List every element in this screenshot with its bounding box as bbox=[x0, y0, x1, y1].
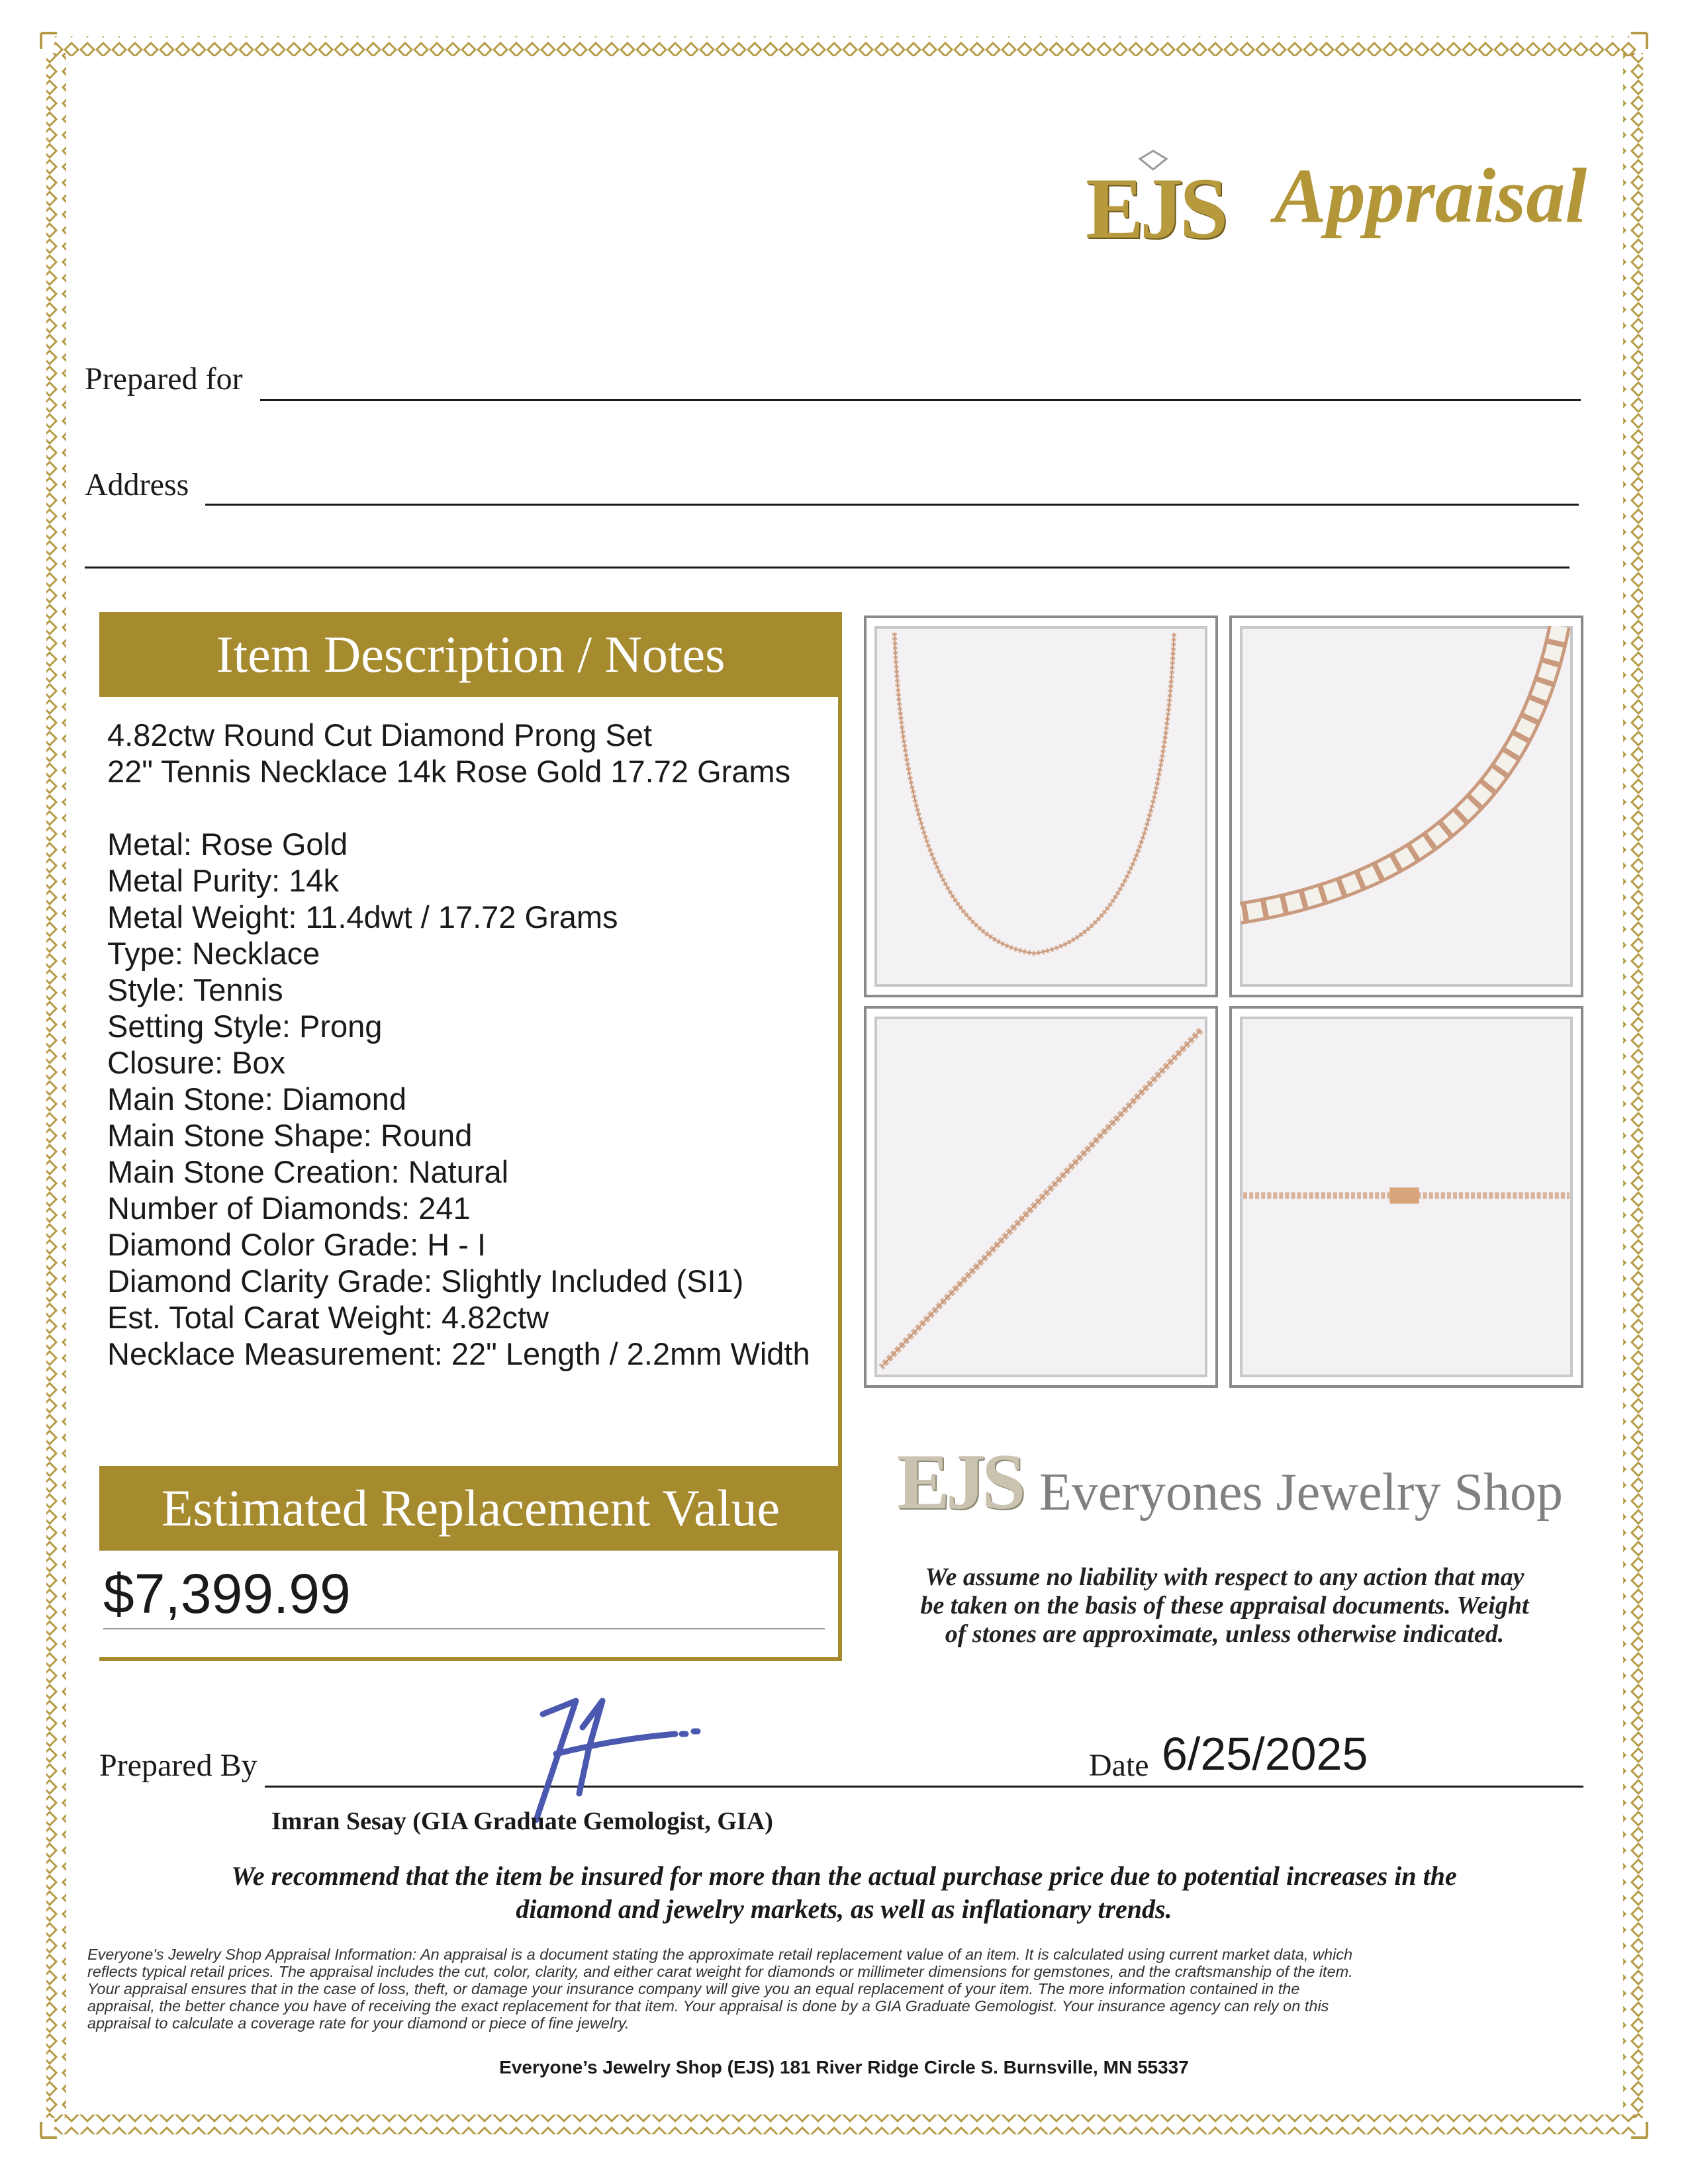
detail-metal: Metal: Rose Gold bbox=[107, 827, 348, 862]
necklace-clasp-image bbox=[1240, 1017, 1573, 1377]
fine-print-line: Everyone's Jewelry Shop Appraisal Information: An appraisal is a document stating the approximate retail replacement value of an item. It is calculated using current market data, which bbox=[87, 1946, 1353, 1963]
prepared-by-field[interactable] bbox=[265, 1747, 1178, 1788]
shop-name: Everyones Jewelry Shop bbox=[1039, 1463, 1563, 1522]
address-row bbox=[85, 467, 1581, 513]
detail-style: Style: Tennis bbox=[107, 972, 283, 1007]
fine-print-line: appraisal to calculate a coverage rate for your diamond or piece of fine jewelry. bbox=[87, 2015, 630, 2032]
fine-print-line: reflects typical retail prices. The appraisal includes the cut, color, clarity, and either carat weight for diamonds or millimeter dimensions for gemstones, and the craftsmanship of the item. bbox=[87, 1963, 1353, 1980]
footer-address: Everyone’s Jewelry Shop (EJS) 181 River Ridge Circle S. Burnsville, MN 55337 bbox=[499, 2057, 1189, 2077]
detail-metal-purity: Metal Purity: 14k bbox=[107, 863, 340, 898]
product-photo-front[interactable] bbox=[864, 615, 1218, 997]
ejs-logo-text: EJS bbox=[1086, 159, 1225, 257]
address-label: Address bbox=[85, 467, 189, 502]
item-description-header: Item Description / Notes bbox=[99, 612, 842, 697]
disclaimer-line: be taken on the basis of these appraisal documents. Weight bbox=[920, 1592, 1529, 1619]
item-description-text bbox=[107, 717, 829, 1372]
value-amount: $7,399.99 bbox=[103, 1563, 351, 1625]
detail-diamond-count: Number of Diamonds: 241 bbox=[107, 1191, 471, 1226]
date-value: 6/25/2025 bbox=[1162, 1728, 1368, 1780]
insurance-recommendation bbox=[99, 1860, 1589, 1926]
detail-clarity-grade: Diamond Clarity Grade: Slightly Included (SI1) bbox=[107, 1263, 744, 1298]
item-description-box bbox=[99, 612, 842, 1661]
detail-stone-creation: Main Stone Creation: Natural bbox=[107, 1154, 509, 1189]
shop-branding bbox=[897, 1430, 1599, 1562]
detail-main-stone: Main Stone: Diamond bbox=[107, 1081, 406, 1116]
address-line-2[interactable] bbox=[85, 529, 1570, 569]
disclaimer-line: of stones are approximate, unless otherwise indicated. bbox=[945, 1620, 1505, 1648]
summary-line: 4.82ctw Round Cut Diamond Prong Set bbox=[107, 717, 652, 752]
recommendation-line: diamond and jewelry markets, as well as inflationary trends. bbox=[516, 1894, 1172, 1924]
product-photo-diagonal[interactable] bbox=[864, 1006, 1218, 1388]
ejs-logo bbox=[1086, 146, 1225, 278]
liability-disclaimer bbox=[844, 1563, 1605, 1649]
date-label: Date bbox=[1089, 1748, 1149, 1783]
detail-type: Type: Necklace bbox=[107, 936, 320, 971]
prepared-for-field[interactable] bbox=[260, 361, 1581, 401]
prepared-for-row bbox=[85, 361, 1581, 407]
fine-print-line: appraisal, the better chance you have of receiving the exact replacement for that item. Your appraisal is done by a GIA Graduate Gemologist. Your insurance agency can rely on this bbox=[87, 1997, 1329, 2015]
detail-setting-style: Setting Style: Prong bbox=[107, 1009, 383, 1044]
prepared-for-label: Prepared for bbox=[85, 361, 243, 396]
prepared-by-label: Prepared By bbox=[99, 1748, 258, 1783]
necklace-image bbox=[874, 626, 1207, 987]
fine-print-line: Your appraisal ensures that in the case of loss, theft, or damage your insurance company will give you an equal replacement of your item. The more information contained in the bbox=[87, 1980, 1300, 1997]
appraiser-name: Imran Sesay (GIA Graduate Gemologist, GIA) bbox=[271, 1807, 773, 1835]
necklace-closeup-image bbox=[1240, 626, 1573, 987]
necklace-diagonal-image bbox=[874, 1017, 1207, 1377]
header bbox=[1086, 126, 1589, 298]
value-header: Estimated Replacement Value bbox=[99, 1466, 842, 1551]
address-field[interactable] bbox=[205, 467, 1579, 506]
detail-metal-weight: Metal Weight: 11.4dwt / 17.72 Grams bbox=[107, 899, 618, 934]
detail-carat-weight: Est. Total Carat Weight: 4.82ctw bbox=[107, 1300, 549, 1335]
spacer bbox=[107, 790, 829, 826]
product-photo-clasp[interactable] bbox=[1229, 1006, 1583, 1388]
page-title: Appraisal bbox=[1274, 152, 1587, 239]
recommendation-line: We recommend that the item be insured for more than the actual purchase price due to potential increases in the bbox=[231, 1861, 1457, 1891]
disclaimer-line: We assume no liability with respect to any action that may bbox=[925, 1563, 1524, 1591]
shop-logo: EJS bbox=[897, 1437, 1022, 1525]
detail-measurement: Necklace Measurement: 22" Length / 2.2mm Width bbox=[107, 1336, 810, 1371]
product-photo-closeup[interactable] bbox=[1229, 615, 1583, 997]
detail-color-grade: Diamond Color Grade: H - I bbox=[107, 1227, 487, 1262]
summary-line: 22" Tennis Necklace 14k Rose Gold 17.72 Grams bbox=[107, 754, 791, 789]
prepared-by-row bbox=[99, 1728, 1589, 1807]
detail-stone-shape: Main Stone Shape: Round bbox=[107, 1118, 473, 1153]
fine-print bbox=[87, 1946, 1610, 2032]
value-underline bbox=[103, 1628, 825, 1629]
detail-closure: Closure: Box bbox=[107, 1045, 286, 1080]
